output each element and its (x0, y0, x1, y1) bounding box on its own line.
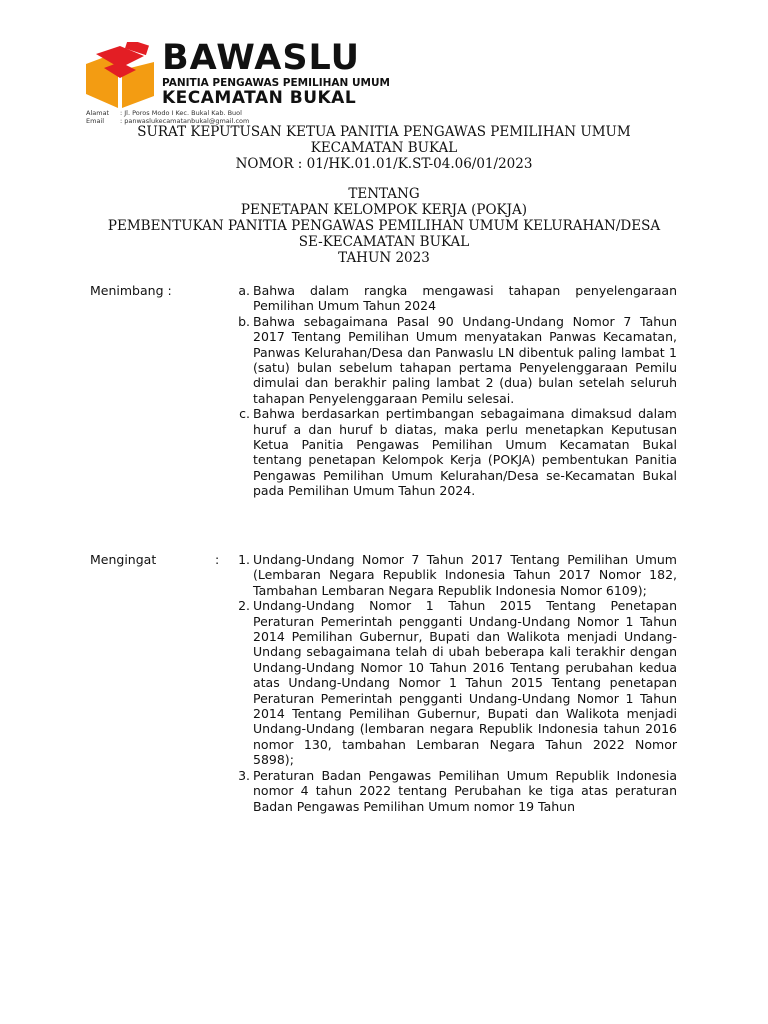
bawaslu-logo (84, 42, 156, 110)
menimbang-item (230, 406, 677, 498)
item-text: Undang-Undang Nomor 1 Tahun 2015 Tentang Penetapan Peraturan Pemerintah pengganti Undang-Undang Nomor 1 Tahun 2014 Pemilihan Gubernur, Bupati dan Walikota menjadi Undang-Undang sebagaimana telah di ubah beberapa kali terakhir dengan Undang-Undang Nomor 10 Tahun 2016 Tentang perubahan kedua atas Undang-Undang Nomor 1 Tahun 2015 Tentang penetapan Peraturan Pemerintah pengganti Undang-Undang Nomor 1 Tahun 2014 Tentang Pemilihan Gubernur, Bupati dan Walikota menjadi Undang-Undang (lembaran negara Republik Indonesia tahun 2016 nomor 130, tambahan Lembaran Negara Tahun 2022 Nomor 5898); (253, 598, 677, 768)
item-text: Peraturan Badan Pengawas Pemilihan Umum Republik Indonesia nomor 4 tahun 2022 tentang Perubahan ke tiga atas peraturan Badan Pengawas Pemilihan Umum nomor 19 Tahun (253, 767, 677, 814)
item-text: Undang-Undang Nomor 7 Tahun 2017 Tentang Pemilihan Umum (Lembaran Negara Republik Indonesia Tahun 2017 Nomor 182, Tambahan Lembaran Negara Republik Indonesia Nomor 6109); (253, 552, 677, 598)
address-label: Alamat (86, 109, 110, 117)
mengingat-item (230, 768, 677, 814)
decree-number: NOMOR : 01/HK.01.01/K.ST-04.06/01/2023 (235, 156, 533, 172)
brand-subtitle: PANITIA PENGAWAS PEMILIHAN UMUM (162, 77, 390, 89)
decree-title (80, 124, 688, 172)
email-label: Email (86, 117, 105, 125)
subject-line5: TAHUN 2023 (338, 250, 430, 266)
mengingat-item (230, 552, 677, 598)
item-text: Bahwa sebagaimana Pasal 90 Undang-Undang Nomor 7 Tahun 2017 Tentang Pemilihan Umum menyatakan Panwas Kecamatan, Panwas Kelurahan/Desa dan Panwaslu LN dibentuk paling lambat 1 (satu) bulan sebelum tahapan pertama Penyelenggaraan Pemilu dimulai dan berakhir paling lambat 2 (dua) bulan setelah seluruh tahapan Penyelenggaraan Pemilu selesai. (253, 313, 677, 406)
brand-name: BAWASLU (162, 38, 360, 78)
letterhead (162, 40, 390, 107)
mengingat-list (230, 552, 677, 814)
item-marker: c. (239, 406, 250, 422)
menimbang-list (230, 283, 677, 499)
subject-line1: TENTANG (348, 186, 420, 202)
item-marker: 1. (238, 552, 250, 567)
menimbang-label: Menimbang : (90, 283, 172, 298)
decree-title-line2: KECAMATAN BUKAL (310, 140, 458, 156)
item-marker: a. (238, 283, 250, 298)
item-text: Bahwa berdasarkan pertimbangan sebagaimana dimaksud dalam huruf a dan huruf b diatas, maka perlu menetapkan Keputusan Ketua Panitia Pengawas Pemilihan Umum Kecamatan Bukal tentang penetapan Kelompok Kerja (POKJA) pembentukan Panitia Pengawas Pemilihan Umum Kelurahan/Desa se-Kecamatan Bukal pada Pemilihan Umum Tahun 2024. (253, 406, 677, 499)
subject-line4: SE-KECAMATAN BUKAL (298, 234, 470, 250)
menimbang-item (230, 283, 677, 314)
address-value: : Jl. Poros Modo I Kec. Bukal Kab. Buol (120, 109, 242, 117)
mengingat-colon: : (215, 552, 220, 567)
item-marker: b. (238, 313, 250, 329)
item-text: Bahwa dalam rangka mengawasi tahapan penyelengaraan Pemilihan Umum Tahun 2024 (253, 283, 677, 314)
subject-line2: PENETAPAN KELOMPOK KERJA (POKJA) (240, 202, 528, 218)
item-marker: 3. (238, 767, 250, 783)
subject-line3: PEMBENTUKAN PANITIA PENGAWAS PEMILIHAN UMUM KELURAHAN/DESA (107, 218, 661, 234)
address-row (86, 109, 249, 117)
decree-title-line1: SURAT KEPUTUSAN KETUA PANITIA PENGAWAS PEMILIHAN UMUM (137, 124, 631, 140)
decree-subject (80, 186, 688, 266)
menimbang-item (230, 314, 677, 406)
item-marker: 2. (238, 598, 250, 614)
mengingat-label: Mengingat (90, 552, 157, 567)
contact-info (86, 109, 249, 125)
mengingat-item (230, 598, 677, 767)
brand-district: KECAMATAN BUKAL (162, 88, 357, 108)
email-value: : panwaslukecamatanbukal@gmail.com (120, 117, 250, 125)
